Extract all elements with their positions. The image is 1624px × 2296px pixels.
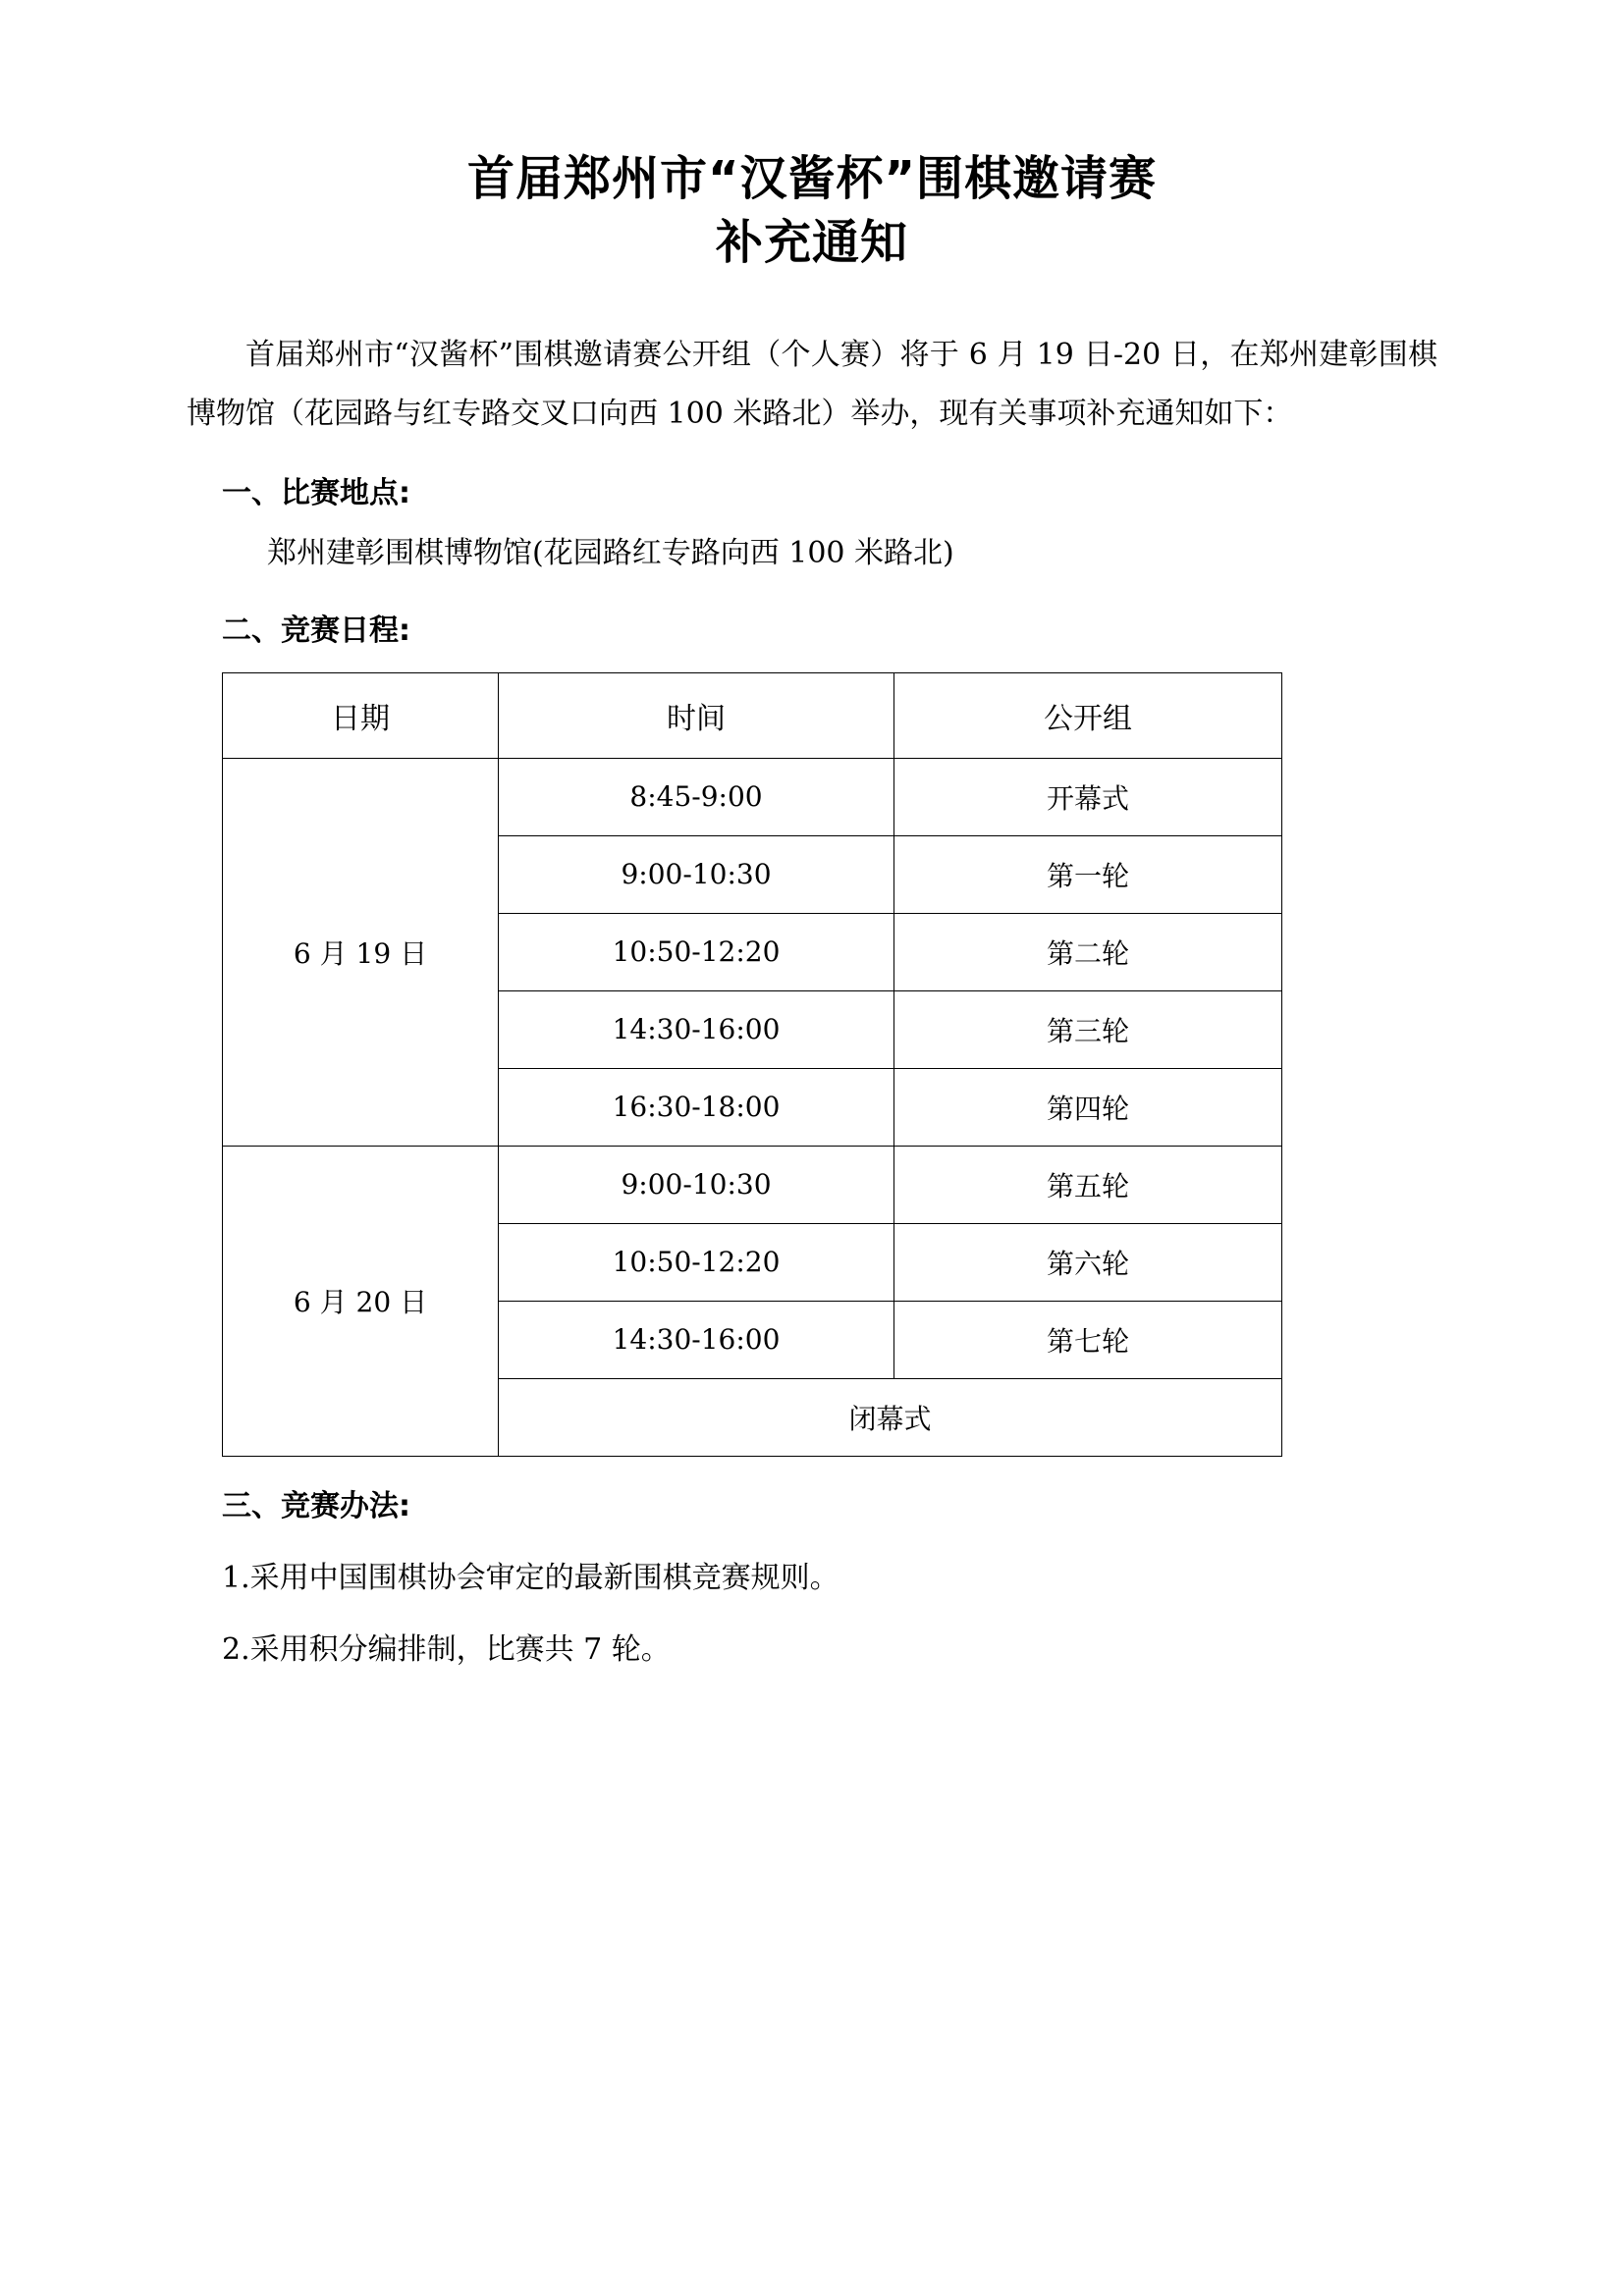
event-cell: 第四轮 bbox=[894, 1068, 1282, 1146]
venue-text: 郑州建彰围棋博物馆(花园路红专路向西 100 米路北) bbox=[267, 535, 954, 570]
time-cell: 10:50-12:20 bbox=[499, 913, 894, 990]
event-cell: 第五轮 bbox=[894, 1146, 1282, 1223]
title-line-1: 首届郑州市“汉酱杯”围棋邀请赛 bbox=[466, 151, 1158, 206]
closing-ceremony-cell: 闭幕式 bbox=[499, 1378, 1282, 1456]
rule-item-2: 2.采用积分编排制，比赛共 7 轮。 bbox=[222, 1631, 671, 1667]
intro-paragraph: 首届郑州市“汉酱杯”围棋邀请赛公开组（个人赛）将于 6 月 19 日-20 日，在郑州建彰围棋博物馆（花园路与红专路交叉口向西 100 米路北）举办，现有关事项补充通知如下： bbox=[187, 337, 1437, 431]
table-header-row bbox=[223, 672, 1282, 758]
date-cell-day1: 6 月 19 日 bbox=[223, 758, 499, 1146]
section-heading-location: 一、比赛地点: bbox=[222, 475, 410, 510]
header-time: 时间 bbox=[499, 672, 894, 758]
time-cell: 14:30-16:00 bbox=[499, 1301, 894, 1378]
date-cell-day2: 6 月 20 日 bbox=[223, 1146, 499, 1456]
time-cell: 10:50-12:20 bbox=[499, 1223, 894, 1301]
title-line-2: 补充通知 bbox=[715, 214, 908, 270]
event-cell: 第二轮 bbox=[894, 913, 1282, 990]
table-row bbox=[223, 1146, 1282, 1223]
event-cell: 第三轮 bbox=[894, 990, 1282, 1068]
time-cell: 16:30-18:00 bbox=[499, 1068, 894, 1146]
event-cell: 第七轮 bbox=[894, 1301, 1282, 1378]
section-heading-schedule: 二、竞赛日程: bbox=[222, 613, 410, 648]
page-title bbox=[187, 147, 1437, 275]
section-heading-rules: 三、竞赛办法: bbox=[222, 1488, 410, 1523]
event-cell: 开幕式 bbox=[894, 758, 1282, 835]
time-cell: 8:45-9:00 bbox=[499, 758, 894, 835]
header-date: 日期 bbox=[223, 672, 499, 758]
time-cell: 14:30-16:00 bbox=[499, 990, 894, 1068]
schedule-table bbox=[222, 672, 1282, 1457]
header-group: 公开组 bbox=[894, 672, 1282, 758]
table-row bbox=[223, 758, 1282, 835]
event-cell: 第一轮 bbox=[894, 835, 1282, 913]
time-cell: 9:00-10:30 bbox=[499, 835, 894, 913]
time-cell: 9:00-10:30 bbox=[499, 1146, 894, 1223]
rule-item-1: 1.采用中国围棋协会审定的最新围棋竞赛规则。 bbox=[222, 1560, 839, 1595]
event-cell: 第六轮 bbox=[894, 1223, 1282, 1301]
